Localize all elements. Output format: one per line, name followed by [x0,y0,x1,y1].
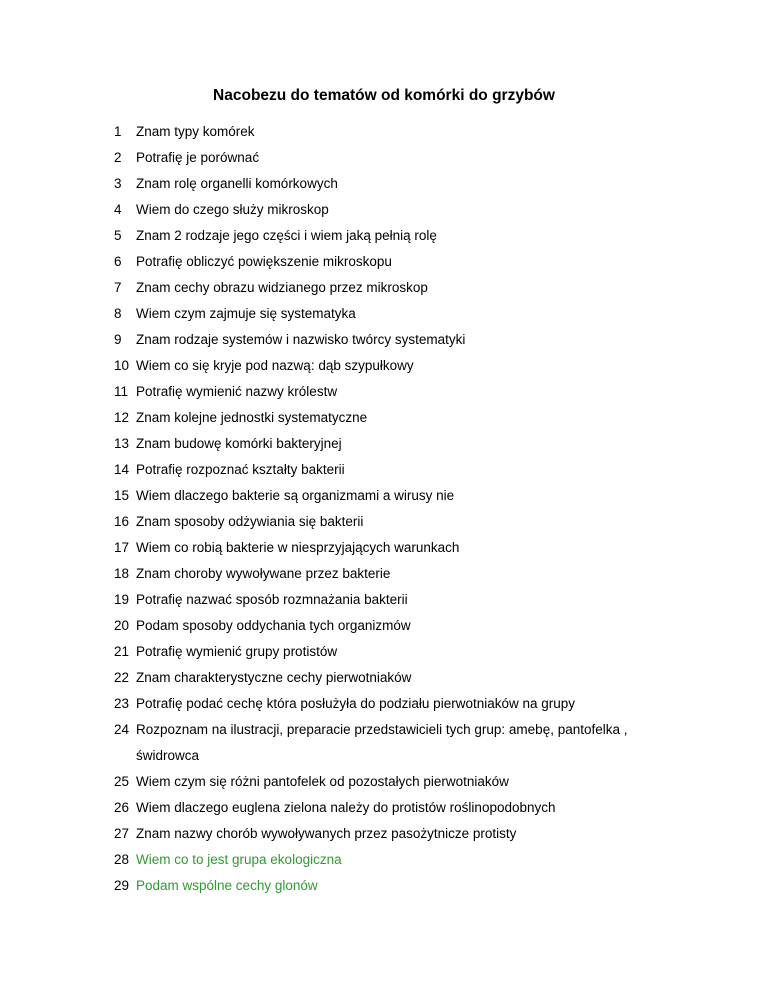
item-text: Znam choroby wywoływane przez bakterie [136,566,391,581]
checklist [114,119,714,899]
list-item [114,821,714,847]
list-item [114,431,714,457]
item-text: Wiem czym się różni pantofelek od pozostałych pierwotniaków [136,774,509,789]
list-item [114,275,714,301]
item-text: Wiem dlaczego bakterie są organizmami a wirusy nie [136,488,455,503]
item-text: Znam charakterystyczne cechy pierwotniaków [136,670,412,685]
item-number: 28 [114,852,130,867]
list-item [114,561,714,587]
item-number: 11 [114,384,129,399]
item-text: Znam kolejne jednostki systematyczne [136,410,368,425]
list-item [114,197,714,223]
item-text: Potrafię wymienić grupy protistów [136,644,338,659]
list-item [114,613,714,639]
item-number: 5 [114,228,122,243]
item-text: Wiem czym zajmuje się systematyka [136,306,356,321]
item-text: Wiem co robią bakterie w niesprzyjających warunkach [136,540,460,555]
item-text: Wiem do czego służy mikroskop [136,202,329,217]
item-number: 6 [114,254,122,269]
item-number: 24 [114,722,130,737]
item-text: Podam sposoby oddychania tych organizmów [136,618,411,633]
list-item [114,795,714,821]
item-number: 20 [114,618,130,633]
list-item [114,379,714,405]
item-number: 25 [114,774,130,789]
list-item [114,535,714,561]
item-number: 13 [114,436,130,451]
item-text: Znam typy komórek [136,124,255,139]
list-item [114,327,714,353]
item-text: Potrafię obliczyć powiększenie mikroskopu [136,254,392,269]
item-text: Potrafię wymienić nazwy królestw [136,384,338,399]
list-item [114,171,714,197]
item-number: 9 [114,332,122,347]
page-title: Nacobezu do tematów od komórki do grzybów [213,87,555,104]
item-number: 19 [114,592,130,607]
list-item [114,301,714,327]
item-text: Wiem co to jest grupa ekologiczna [136,852,342,867]
list-item [114,483,714,509]
item-number: 1 [114,124,122,139]
item-number: 27 [114,826,130,841]
item-text: Znam sposoby odżywiania się bakterii [136,514,364,529]
list-item [114,509,714,535]
item-number: 7 [114,280,122,295]
item-text: Znam rolę organelli komórkowych [136,176,338,191]
item-number: 4 [114,202,122,217]
list-item [114,457,714,483]
item-text: Wiem dlaczego euglena zielona należy do protistów roślinopodobnych [136,800,556,815]
item-text: Wiem co się kryje pod nazwą: dąb szypułkowy [136,358,414,373]
item-number: 10 [114,358,130,373]
item-number: 8 [114,306,122,321]
item-number: 21 [114,644,130,659]
list-item [114,223,714,249]
list-item [114,691,714,717]
item-text: Potrafię rozpoznać kształty bakterii [136,462,345,477]
item-number: 22 [114,670,130,685]
item-number: 26 [114,800,130,815]
list-item [114,717,714,769]
item-text: Rozpoznam na ilustracji, preparacie przedstawicieli tych grup: amebę, pantofelka , świdrowca [136,722,628,763]
list-item [114,249,714,275]
list-item [114,587,714,613]
item-number: 29 [114,878,130,893]
list-item [114,665,714,691]
item-number: 17 [114,540,130,555]
item-number: 12 [114,410,130,425]
list-item [114,405,714,431]
list-item [114,353,714,379]
item-number: 15 [114,488,130,503]
list-item [114,145,714,171]
item-text: Znam 2 rodzaje jego części i wiem jaką pełnią rolę [136,228,437,243]
item-text: Potrafię je porównać [136,150,260,165]
item-text: Znam cechy obrazu widzianego przez mikroskop [136,280,428,295]
item-number: 16 [114,514,130,529]
item-number: 3 [114,176,122,191]
item-text: Podam wspólne cechy glonów [136,878,318,893]
item-text: Znam rodzaje systemów i nazwisko twórcy systematyki [136,332,466,347]
item-number: 2 [114,150,122,165]
item-text: Potrafię nazwać sposób rozmnażania bakterii [136,592,408,607]
item-number: 18 [114,566,130,581]
list-item [114,847,714,873]
item-number: 23 [114,696,130,711]
list-item [114,873,714,899]
list-item [114,769,714,795]
list-item [114,119,714,145]
item-text: Znam budowę komórki bakteryjnej [136,436,342,451]
list-item [114,639,714,665]
item-text: Potrafię podać cechę która posłużyła do podziału pierwotniaków na grupy [136,696,576,711]
item-number: 14 [114,462,130,477]
item-text: Znam nazwy chorób wywoływanych przez pasożytnicze protisty [136,826,517,841]
